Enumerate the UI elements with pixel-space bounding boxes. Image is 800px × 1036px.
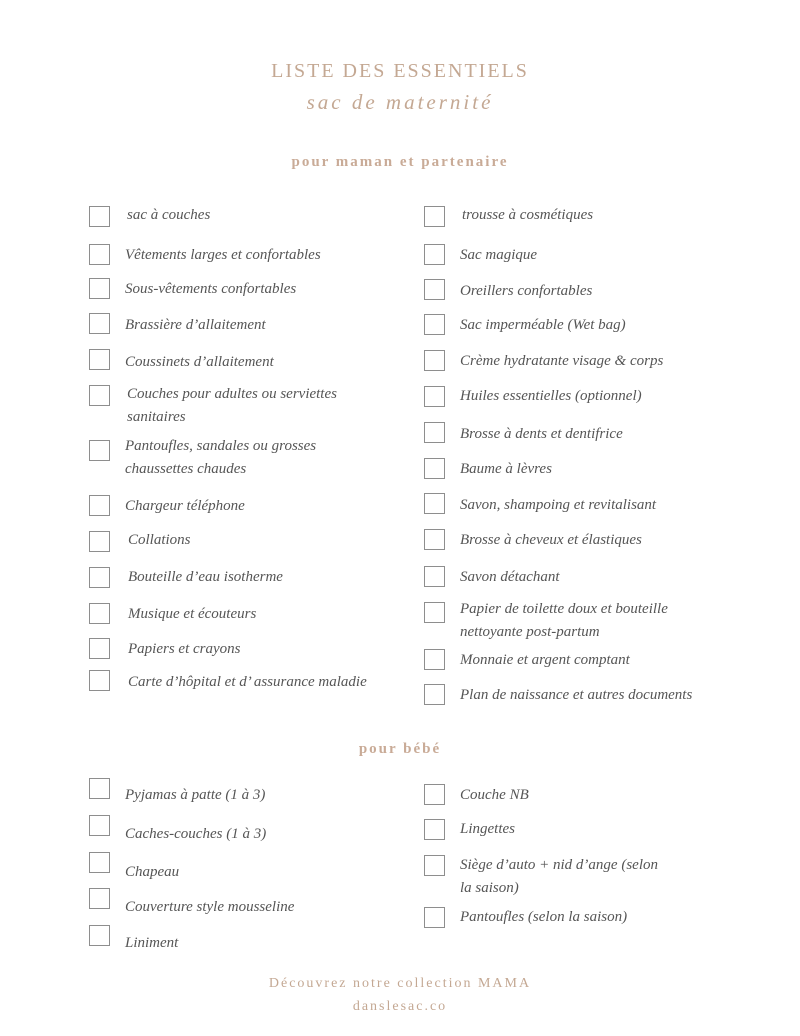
checkbox[interactable] (424, 529, 445, 550)
item-label: Crème hydratante visage & corps (460, 353, 664, 369)
item-label: Sous-vêtements confortables (125, 281, 297, 297)
item-label: Plan de naissance et autres documents (460, 687, 693, 703)
item-label: Brosse à dents et dentifrice (460, 426, 623, 442)
item-label: Sac imperméable (Wet bag) (460, 317, 626, 333)
checkbox[interactable] (424, 386, 445, 407)
item-label: Lingettes (460, 821, 515, 837)
checkbox[interactable] (89, 567, 110, 588)
checkbox[interactable] (89, 440, 110, 461)
item-label: sac à couches (127, 207, 211, 223)
checkbox[interactable] (424, 244, 445, 265)
checkbox[interactable] (424, 279, 445, 300)
item-label: Caches-couches (1 à 3) (125, 826, 267, 842)
item-label: Monnaie et argent comptant (460, 652, 630, 668)
item-label: Liniment (125, 935, 179, 951)
item-label: Bouteille d’eau isotherme (128, 569, 283, 585)
checkbox[interactable] (424, 458, 445, 479)
checkbox[interactable] (89, 244, 110, 265)
checkbox[interactable] (89, 531, 110, 552)
item-label: Oreillers confortables (460, 283, 593, 299)
checkbox[interactable] (424, 819, 445, 840)
checkbox[interactable] (89, 815, 110, 836)
item-label: Sac magique (460, 247, 538, 263)
checkbox[interactable] (89, 313, 110, 334)
item-label: Chargeur téléphone (125, 498, 245, 514)
checkbox[interactable] (424, 602, 445, 623)
section-title-bebe: pour bébé (358, 741, 442, 757)
item-label: Brosse à cheveux et élastiques (460, 532, 642, 548)
page-title: LISTE DES ESSENTIELS (271, 60, 529, 82)
checkbox[interactable] (424, 206, 445, 227)
item-label: Couverture style mousseline (125, 899, 295, 915)
item-label: Huiles essentielles (optionnel) (460, 388, 642, 404)
item-label: Carte d’hôpital et d’ assurance maladie (128, 674, 367, 690)
item-label: Papier de toilette doux et bouteille nettoyante post-partum (460, 601, 668, 640)
checkbox[interactable] (89, 278, 110, 299)
footer-website-link[interactable]: danslesac.co (352, 999, 448, 1014)
item-label: Savon détachant (460, 569, 560, 585)
checkbox[interactable] (424, 422, 445, 443)
checkbox[interactable] (424, 907, 445, 928)
page-subtitle: sac de maternité (306, 90, 494, 114)
item-label: trousse à cosmétiques (462, 207, 594, 223)
item-label: Baume à lèvres (460, 461, 552, 477)
checkbox[interactable] (89, 638, 110, 659)
checkbox[interactable] (424, 566, 445, 587)
checkbox[interactable] (89, 778, 110, 799)
checkbox[interactable] (424, 493, 445, 514)
checkbox[interactable] (89, 206, 110, 227)
item-label: Savon, shampoing et revitalisant (460, 497, 657, 513)
checkbox[interactable] (89, 852, 110, 873)
item-label: Collations (128, 532, 191, 548)
checkbox[interactable] (89, 925, 110, 946)
checkbox[interactable] (89, 670, 110, 691)
item-label: Pantoufles (selon la saison) (460, 909, 628, 925)
item-label: Pyjamas à patte (1 à 3) (125, 787, 266, 803)
checkbox[interactable] (424, 684, 445, 705)
checkbox[interactable] (424, 649, 445, 670)
item-label: Couche NB (460, 787, 529, 803)
item-label: Coussinets d’allaitement (125, 354, 274, 370)
checkbox[interactable] (89, 603, 110, 624)
checkbox[interactable] (89, 495, 110, 516)
checkbox[interactable] (424, 855, 445, 876)
footer-cta: Découvrez notre collection MAMA (268, 976, 532, 991)
item-label: Papiers et crayons (128, 641, 241, 657)
checkbox[interactable] (424, 784, 445, 805)
checkbox[interactable] (424, 350, 445, 371)
section-title-maman: pour maman et partenaire (291, 154, 509, 170)
checkbox[interactable] (424, 314, 445, 335)
checkbox[interactable] (89, 385, 110, 406)
item-label: Couches pour adultes ou serviettes sanitaires (127, 386, 337, 425)
checkbox[interactable] (89, 888, 110, 909)
item-label: Pantoufles, sandales ou grosses chaussettes chaudes (125, 438, 317, 477)
item-label: Chapeau (125, 864, 180, 880)
item-label: Brassière d’allaitement (125, 317, 266, 333)
item-label: Siège d’auto + nid d’ange (selon la saison) (460, 857, 658, 896)
item-label: Musique et écouteurs (128, 606, 257, 622)
item-label: Vêtements larges et confortables (125, 247, 321, 263)
checkbox[interactable] (89, 349, 110, 370)
